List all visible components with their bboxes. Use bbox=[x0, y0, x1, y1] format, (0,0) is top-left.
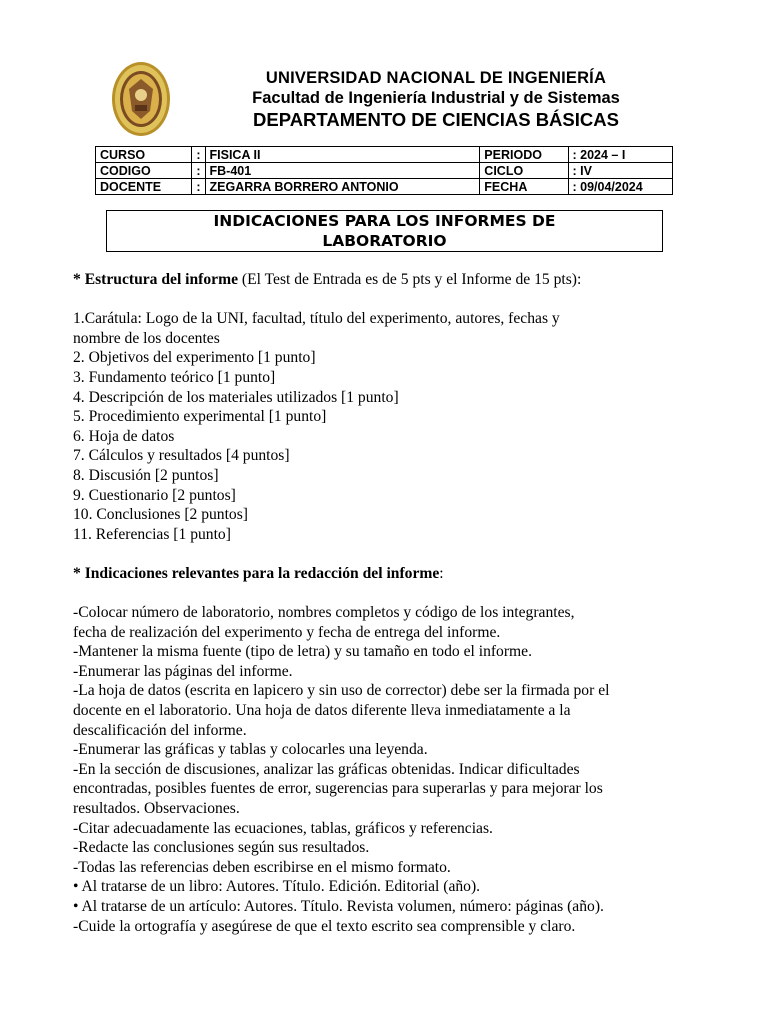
list-item: 9. Cuestionario [2 puntos] bbox=[73, 486, 236, 504]
list-item: -Enumerar las gráficas y tablas y colocarles una leyenda. bbox=[73, 741, 428, 759]
value-cell: FB-401 bbox=[205, 163, 480, 179]
separator-cell: : bbox=[192, 179, 205, 195]
title-line: LABORATORIO bbox=[322, 232, 447, 250]
list-item: 10. Conclusiones [2 puntos] bbox=[73, 506, 248, 524]
table-row bbox=[96, 163, 673, 179]
title-line: INDICACIONES PARA LOS INFORMES DE bbox=[213, 212, 556, 230]
indications-heading-bold: * Indicaciones relevantes para la redacción del informe bbox=[73, 564, 440, 582]
list-item: -En la sección de discusiones, analizar las gráficas obtenidas. Indicar dificultades bbox=[73, 760, 580, 778]
list-item: 6. Hoja de datos bbox=[73, 427, 175, 445]
list-item: 7. Cálculos y resultados [4 puntos] bbox=[73, 447, 290, 465]
list-item: -Mantener la misma fuente (tipo de letra) y su tamaño en todo el informe. bbox=[73, 643, 532, 661]
faculty-name: Facultad de Ingeniería Industrial y de Sistemas bbox=[252, 89, 620, 107]
label-cell: PERIODO bbox=[480, 147, 568, 163]
list-item: -Enumerar las páginas del informe. bbox=[73, 662, 293, 680]
list-item: 8. Discusión [2 puntos] bbox=[73, 466, 219, 484]
indications-heading-colon: : bbox=[439, 564, 444, 582]
list-item: fecha de realización del experimento y fecha de entrega del informe. bbox=[73, 623, 501, 641]
separator-cell: : bbox=[192, 147, 205, 163]
label-cell: FECHA bbox=[480, 179, 568, 195]
department-name: DEPARTAMENTO DE CIENCIAS BÁSICAS bbox=[253, 109, 619, 130]
header-titles bbox=[200, 68, 672, 132]
list-item: -Colocar número de laboratorio, nombres completos y código de los integrantes, bbox=[73, 604, 575, 622]
list-item: 11. Referencias [1 punto] bbox=[73, 525, 231, 543]
indications-list bbox=[73, 603, 713, 936]
structure-heading-bold: * Estructura del informe bbox=[73, 271, 239, 288]
list-item: 5. Procedimiento experimental [1 punto] bbox=[73, 408, 327, 426]
table-row bbox=[96, 147, 673, 163]
label-cell: CODIGO bbox=[96, 163, 192, 179]
list-item: descalificación del informe. bbox=[73, 721, 247, 739]
list-item: 3. Fundamento teórico [1 punto] bbox=[73, 368, 276, 386]
separator-cell: : bbox=[192, 163, 205, 179]
table-row bbox=[96, 179, 673, 195]
list-item: 2. Objetivos del experimento [1 punto] bbox=[73, 349, 316, 367]
list-item: • Al tratarse de un libro: Autores. Título. Edición. Editorial (año). bbox=[73, 878, 481, 896]
list-item: -Todas las referencias deben escribirse en el mismo formato. bbox=[73, 858, 451, 876]
university-name: UNIVERSIDAD NACIONAL DE INGENIERÍA bbox=[265, 69, 607, 87]
list-item: • Al tratarse de un artículo: Autores. Título. Revista volumen, número: páginas (año). bbox=[73, 898, 604, 915]
document-header bbox=[0, 60, 768, 140]
list-item: docente en el laboratorio. Una hoja de datos diferente lleva inmediatamente a la bbox=[73, 702, 571, 720]
label-cell: CICLO bbox=[480, 163, 568, 179]
value-cell: : 2024 – I bbox=[568, 147, 672, 163]
list-item: 1.Carátula: Logo de la UNI, facultad, título del experimento, autores, fechas y bbox=[73, 310, 560, 328]
indications-heading bbox=[73, 564, 713, 584]
list-item: encontradas, posibles fuentes de error, sugerencias para superarlas y para mejorar los bbox=[73, 780, 603, 798]
uni-seal-logo bbox=[111, 61, 171, 137]
course-info-table bbox=[95, 146, 673, 195]
structure-list bbox=[73, 309, 713, 544]
list-item: nombre de los docentes bbox=[73, 329, 220, 347]
title-box bbox=[106, 210, 663, 252]
list-item: -Redacte las conclusiones según sus resultados. bbox=[73, 839, 370, 857]
list-item: resultados. Observaciones. bbox=[73, 800, 240, 818]
structure-heading-note: (El Test de Entrada es de 5 pts y el Informe de 15 pts): bbox=[238, 271, 582, 288]
list-item: -Citar adecuadamente las ecuaciones, tablas, gráficos y referencias. bbox=[73, 819, 493, 837]
label-cell: DOCENTE bbox=[96, 179, 192, 195]
structure-heading bbox=[73, 270, 713, 290]
value-cell: : 09/04/2024 bbox=[568, 179, 672, 195]
list-item: -Cuide la ortografía y asegúrese de que el texto escrito sea comprensible y claro. bbox=[73, 917, 576, 935]
value-cell: ZEGARRA BORRERO ANTONIO bbox=[205, 179, 480, 195]
label-cell: CURSO bbox=[96, 147, 192, 163]
value-cell: FISICA II bbox=[205, 147, 480, 163]
value-cell: : IV bbox=[568, 163, 672, 179]
list-item: 4. Descripción de los materiales utilizados [1 punto] bbox=[73, 388, 399, 406]
document-body bbox=[73, 270, 713, 936]
list-item: -La hoja de datos (escrita en lapicero y sin uso de corrector) debe ser la firmada por el bbox=[73, 682, 610, 700]
